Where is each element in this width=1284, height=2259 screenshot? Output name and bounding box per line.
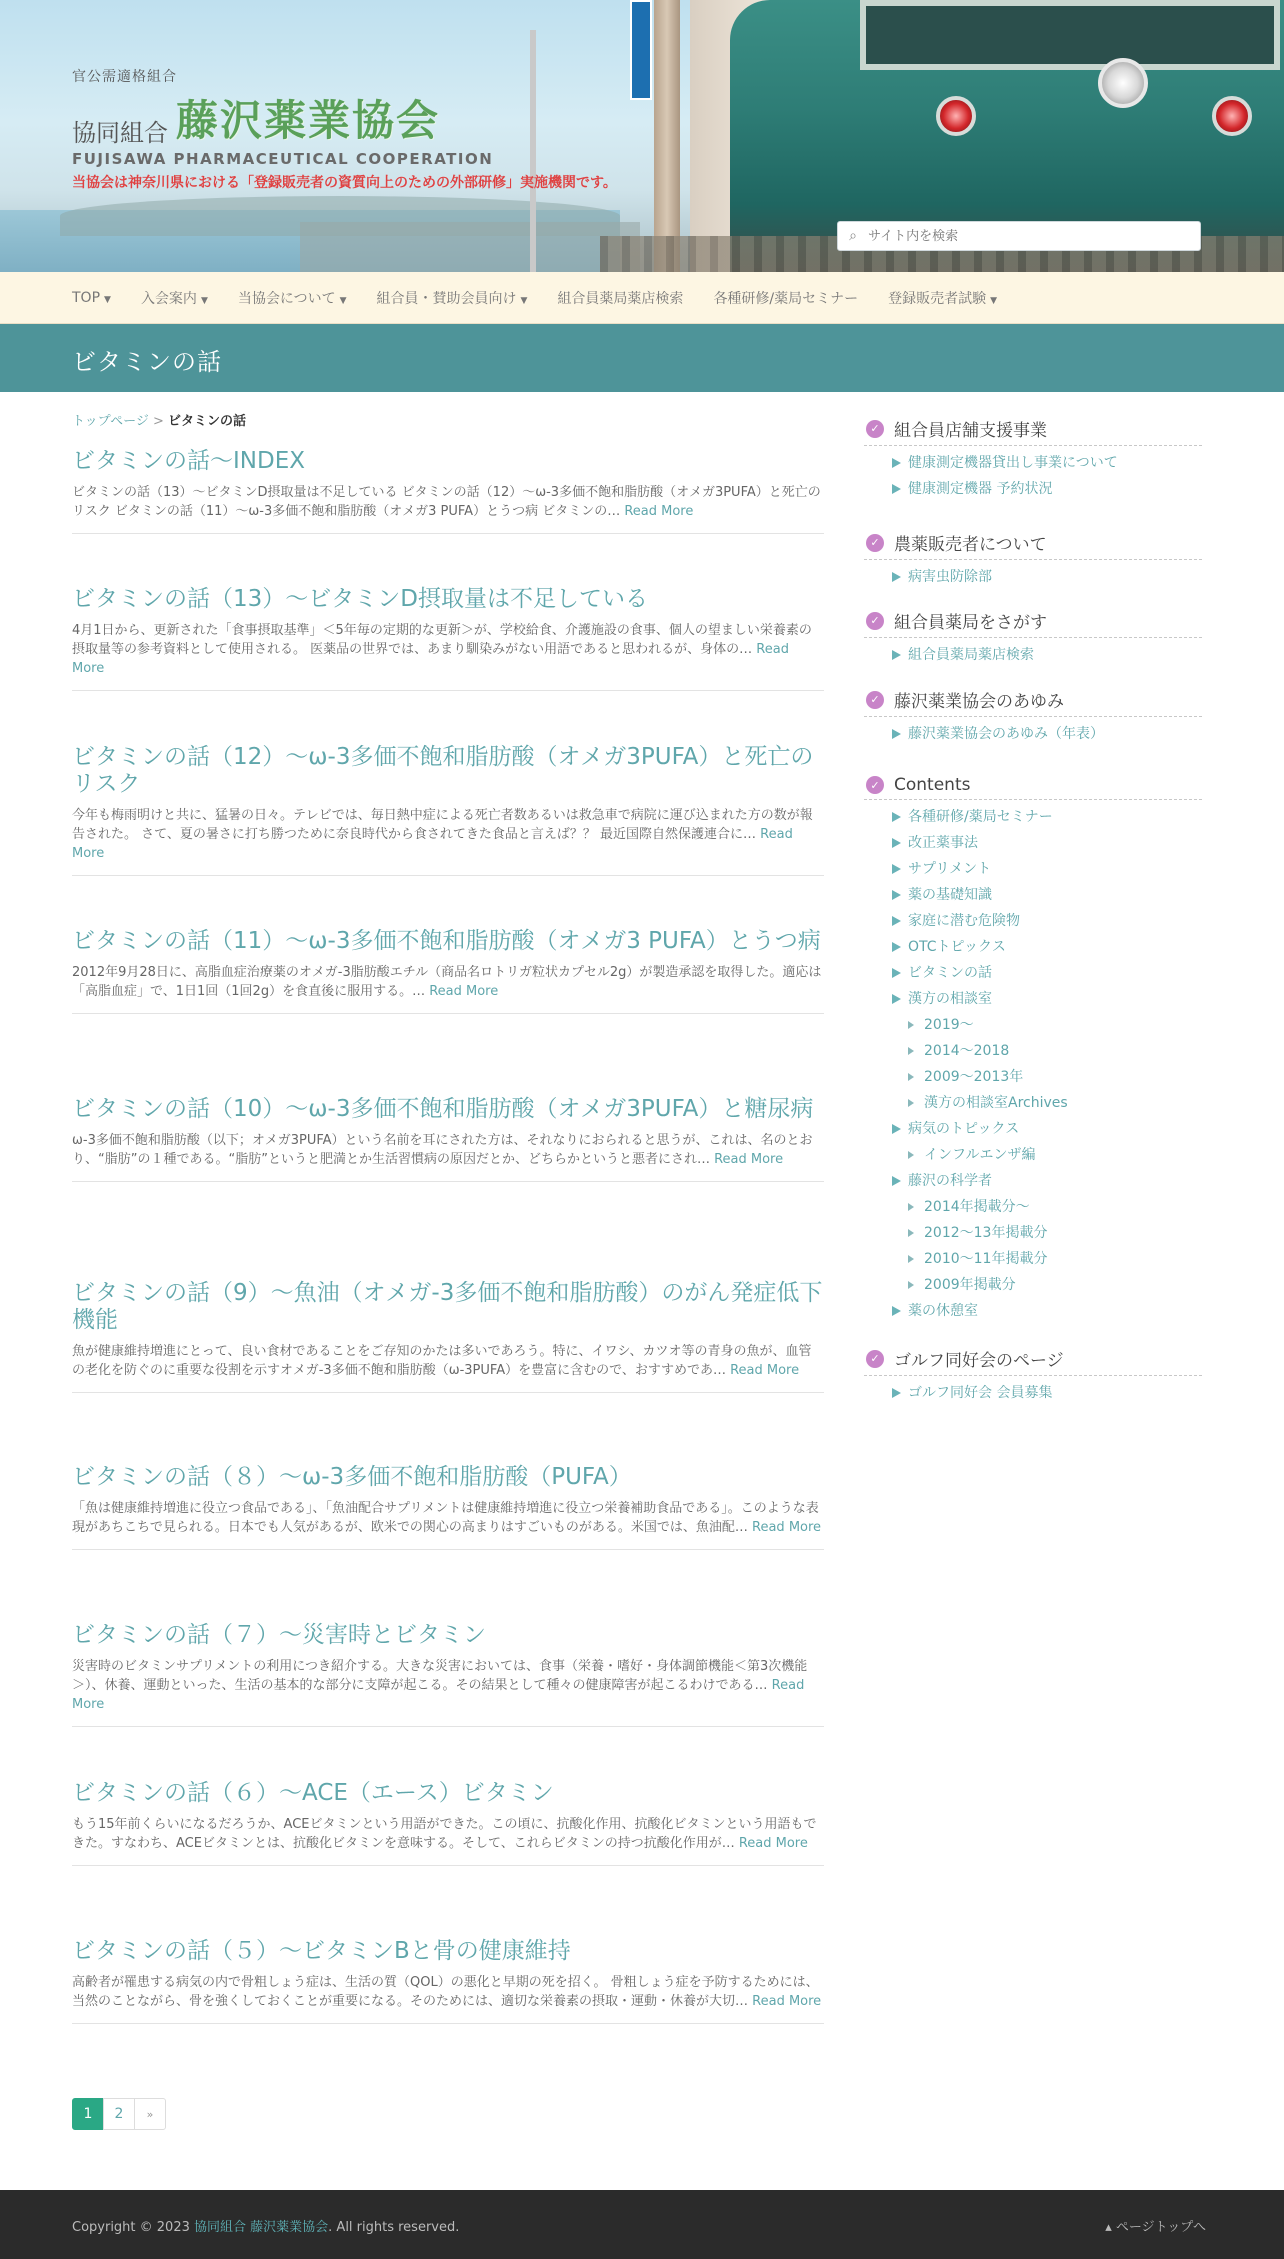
header-pole-decoration [654,0,680,272]
post-excerpt-text: もう15年前くらいになるだろうか、ACEビタミンという用語ができた。この頃に、抗酸化作用、抗酸化ビタミンという用語もできた。すなわち、ACEビタミンとは、抗酸化ビタミンを意味する。そして、これらビタミンの持つ抗酸化作用が… [72,1817,817,1851]
widget-title-text: 組合員薬局をさがす [894,613,1047,633]
widget-link-list [864,808,1202,1320]
page-title: ビタミンの話 [72,348,222,376]
widget-title-text: Contents [894,775,971,795]
nav-item-3[interactable] [377,288,528,308]
sidebar-widget [864,608,1202,672]
sidebar-link[interactable]: 健康測定機器貸出し事業について [892,454,1202,472]
check-circle-icon: ✓ [866,534,884,552]
post-item [72,1096,824,1182]
nav-item-label: 組合員・賛助会員向け [376,291,517,307]
breadcrumb [72,410,824,429]
read-more-link[interactable]: Read More [752,1520,822,1535]
post-excerpt-text: 災害時のビタミンサプリメントの利用につき紹介する。大きな災害においては、食事（栄養・嗜好・身体調節機能＜第3次機能＞）、休養、運動といった、生活の基本的な部分に支障が起こる。その結果として種々の健康障害が起こるわけである… [72,1659,808,1693]
widget-title-text: 藤沢薬業協会のあゆみ [894,692,1064,712]
sidebar-link[interactable]: 病気のトピックス [892,1120,1202,1138]
header-town-decoration [300,222,640,272]
sidebar-link[interactable]: 藤沢薬業協会のあゆみ（年表） [892,725,1202,743]
sidebar-link[interactable]: 漢方の相談室Archives [908,1094,1202,1112]
train-tail-lamp-left [936,96,976,136]
nav-item-label: TOP [72,290,101,306]
post-excerpt-text: 「魚は健康維持増進に役立つ食品である」、「魚油配合サプリメントは健康維持増進に役立つ栄養補助食品である」。このような表現があちこちで見られる。日本でも人気があるが、欧米での関心の高まりはすごいものがある。米国では、魚油配… [72,1501,819,1535]
post-title-link[interactable]: ビタミンの話（9）～魚油（オメガ-3多価不飽和脂肪酸）のがん発症低下機能 [72,1280,823,1333]
sidebar-widget [864,530,1202,594]
post-item [72,1464,824,1550]
widget-link-list [864,568,1202,586]
widget-title-text: 組合員店舗支援事業 [894,421,1047,441]
nav-item-0[interactable] [72,290,111,306]
widget-title [864,530,1202,560]
check-circle-icon: ✓ [866,1350,884,1368]
post-title-link[interactable]: ビタミンの話（８）～ω-3多価不飽和脂肪酸（PUFA） [72,1464,632,1490]
main-navigation [0,272,1284,324]
caret-down-icon: ▼ [104,295,111,305]
widget-title [864,775,1202,800]
post-excerpt [72,1342,824,1392]
sidebar-link[interactable]: ゴルフ同好会 会員募集 [892,1384,1202,1402]
sidebar-link[interactable]: 2009年掲載分 [908,1276,1202,1294]
post-excerpt [72,1657,824,1726]
post-item [72,928,824,1014]
nav-item-label: 組合員薬局薬店検索 [557,291,684,307]
widget-link-list [864,646,1202,664]
read-more-link[interactable]: Read More [72,642,789,676]
sidebar-link[interactable]: 薬の休憩室 [892,1302,1202,1320]
post-title-link[interactable]: ビタミンの話（７）～災害時とビタミン [72,1622,486,1648]
breadcrumb-home-link[interactable]: トップページ [72,414,149,429]
sidebar-link[interactable]: サプリメント [892,860,1202,878]
nav-item-label: 各種研修/薬局セミナー [713,291,859,307]
post-title-link[interactable]: ビタミンの話（11）～ω-3多価不飽和脂肪酸（オメガ3 PUFA）とうつ病 [72,928,821,954]
sidebar-widget [864,416,1202,506]
read-more-link[interactable]: Read More [730,1363,800,1378]
sidebar-link[interactable]: 2014年掲載分～ [908,1198,1202,1216]
widget-link-list [864,725,1202,743]
read-more-link[interactable]: Read More [738,1836,808,1851]
post-title-link[interactable]: ビタミンの話～INDEX [72,448,305,474]
page-top-label: ページトップへ [1115,2220,1206,2235]
post-excerpt [72,1815,824,1865]
nav-item-4[interactable] [557,288,683,308]
sidebar-link[interactable]: 薬の基礎知識 [892,886,1202,904]
caret-down-icon: ▼ [520,296,528,306]
post-excerpt-text: 2012年9月28日に、高脂血症治療薬のオメガ-3脂肪酸エチル（商品名ロトリガ粒状カプセル2g）が製造承認を取得した。適応は「高脂血症」で、1日1回（1回2g）を食直後に服用する。… [72,965,822,999]
sidebar-link[interactable]: インフルエンザ編 [908,1146,1202,1164]
read-more-link[interactable]: Read More [624,504,694,519]
sidebar-widget [864,1346,1202,1410]
logo-tagline: 当協会は神奈川県における「登録販売者の資質向上のための外部研修」実施機関です。 [72,175,617,191]
sidebar-link[interactable]: 漢方の相談室 [892,990,1202,1008]
next-page-button[interactable]: » [134,2098,166,2130]
post-title-link[interactable]: ビタミンの話（12）～ω-3多価不飽和脂肪酸（オメガ3PUFA）と死亡のリスク [72,744,814,797]
caret-down-icon: ▼ [339,296,347,306]
sidebar-link[interactable]: 改正薬事法 [892,834,1202,852]
read-more-link[interactable]: Read More [72,1678,805,1712]
caret-down-icon: ▼ [200,296,208,306]
sidebar-link[interactable]: 健康測定機器 予約状況 [892,480,1202,498]
breadcrumb-current: ビタミンの話 [168,414,247,429]
sidebar-widget [864,775,1202,1328]
site-header [0,0,1284,272]
sidebar-link[interactable]: ビタミンの話 [892,964,1202,982]
post-excerpt-text: ω-3多価不飽和脂肪酸（以下；オメガ3PUFA）という名前を耳にされた方は、それなりにおられると思うが、これは、名のとおり、“脂肪”の１種である。“脂肪”というと肥満とか生活習慣病の原因だとか、どちらかというと悪者にされ… [72,1133,813,1167]
post-title-link[interactable]: ビタミンの話（６）～ACE（エース）ビタミン [72,1780,554,1806]
logo-kyodo-text: 協同組合 [72,119,168,147]
copyright-prefix: Copyright © 2023 [72,2220,195,2235]
post-excerpt [72,483,824,533]
check-circle-icon: ✓ [866,420,884,438]
header-sign-decoration [630,0,652,100]
widget-title-text: ゴルフ同好会のページ [894,1351,1064,1371]
widget-title [864,687,1202,717]
read-more-link[interactable]: Read More [752,1994,822,2009]
arrow-up-icon: ▴ [1105,2220,1116,2235]
sidebar-link[interactable]: 2010～11年掲載分 [908,1250,1202,1268]
post-title-link[interactable]: ビタミンの話（10）～ω-3多価不飽和脂肪酸（オメガ3PUFA）と糖尿病 [72,1096,814,1122]
main-content [72,392,824,2122]
header-train-window-decoration [860,0,1280,70]
post-excerpt [72,806,824,875]
logo-english-text: FUJISAWA PHARMACEUTICAL COOPERATION [72,150,494,168]
copyright [72,2216,459,2235]
post-excerpt-text: 高齢者が罹患する病気の内で骨粗しょう症は、生活の質（QOL）の悪化と早期の死を招く。 骨粗しょう症を予防するためには、当然のことながら、骨を強くしておくことが重要になる。そのためには、適切な栄養素の摂取・運動・休養が大切… [72,1975,819,2009]
sidebar-link[interactable]: 2012～13年掲載分 [908,1224,1202,1242]
search-box[interactable] [837,221,1201,251]
nav-item-5[interactable] [713,288,858,308]
sidebar-widget [864,687,1202,751]
copyright-link[interactable]: 協同組合 藤沢薬業協会 [194,2220,329,2235]
post-title-link[interactable]: ビタミンの話（13）～ビタミンD摂取量は不足している [72,586,648,612]
post-title-link[interactable]: ビタミンの話（５）～ビタミンBと骨の健康維持 [72,1938,571,1964]
search-icon: ⌕ [849,228,857,244]
post-excerpt [72,1499,824,1549]
post-excerpt-text: 魚が健康維持増進にとって、良い食材であることをご存知のかたは多いであろう。特に、イワシ、カツオ等の青身の魚が、血管の老化を防ぐのに重要な役割を示すオメガ-3多価不飽和脂肪酸（ω-3PUFA）を豊富に含むので、おすすめであ… [72,1344,812,1378]
sidebar-link[interactable]: 家庭に潜む危険物 [892,912,1202,930]
train-headlight [1098,58,1148,108]
sidebar-link[interactable]: 病害虫防除部 [892,568,1202,586]
post-excerpt-text: 今年も梅雨明けと共に、猛暑の日々。テレビでは、毎日熱中症による死亡者数あるいは救急車で病院に運び込まれた方の数が報告された。 さて、夏の暑さに打ち勝つために奈良時代から食されてきた食品と言えば？？ 最近国際自然保護連合に… [72,808,813,842]
post-excerpt [72,1973,824,2023]
nav-item-label: 入会案内 [140,291,197,307]
check-circle-icon: ✓ [866,691,884,709]
widget-title-text: 農薬販売者について [894,535,1047,555]
sidebar-link[interactable]: OTCトピックス [892,938,1202,956]
post-item [72,1280,824,1393]
post-item [72,744,824,876]
post-excerpt-text: 4月1日から、更新された「食事摂取基準」＜5年毎の定期的な更新＞が、学校給食、介護施設の食事、個人の望ましい栄養素の摂取量等の参考資料として使用される。 医薬品の世界では、あまり馴染みがない用語であると思われるが、身体の… [72,623,812,657]
pagination [72,2098,165,2130]
post-excerpt [72,1131,824,1181]
copyright-suffix: . All rights reserved. [328,2220,460,2235]
read-more-link[interactable]: Read More [72,827,793,861]
site-footer [0,2190,1284,2259]
train-tail-lamp-right [1212,96,1252,136]
post-item [72,1780,824,1866]
post-excerpt [72,621,824,690]
sidebar-link[interactable]: 藤沢の科学者 [892,1172,1202,1190]
widget-title [864,1346,1202,1376]
breadcrumb-separator: > [148,414,169,429]
post-item [72,586,824,691]
sidebar-link[interactable]: 各種研修/薬局セミナー [892,808,1202,826]
check-circle-icon: ✓ [866,612,884,630]
nav-item-6[interactable] [888,288,997,308]
page-1-button[interactable]: 1 [72,2098,104,2130]
site-logo[interactable] [72,66,617,192]
post-excerpt [72,963,824,1013]
page-top-link[interactable] [1105,2216,1206,2235]
widget-title [864,416,1202,446]
page-2-button[interactable]: 2 [103,2098,135,2130]
post-item [72,1938,824,2024]
widget-link-list [864,454,1202,498]
nav-item-2[interactable] [238,288,347,308]
read-more-link[interactable]: Read More [429,984,499,999]
nav-item-1[interactable] [141,288,208,308]
sidebar-link[interactable]: 2019～ [908,1016,1202,1034]
sidebar-link[interactable]: 組合員薬局薬店検索 [892,646,1202,664]
nav-item-label: 登録販売者試験 [888,291,987,307]
sidebar-link[interactable]: 2014～2018 [908,1042,1202,1060]
post-item [72,448,824,534]
nav-item-label: 当協会について [237,291,336,307]
post-excerpt-text: ビタミンの話（13）～ビタミンD摂取量は不足している ビタミンの話（12）～ω-3多価不飽和脂肪酸（オメガ3PUFA）と死亡のリスク ビタミンの話（11）～ω-3多価不飽和脂肪酸（オメガ3 PUFA）とうつ病 ビタミンの… [72,485,821,519]
check-circle-icon: ✓ [866,776,884,794]
widget-link-list [864,1384,1202,1402]
caret-down-icon: ▼ [990,296,998,306]
widget-title [864,608,1202,638]
post-item [72,1622,824,1727]
logo-small-text: 官公需適格組合 [72,69,177,85]
search-input[interactable] [868,229,1188,244]
sidebar-link[interactable]: 2009～2013年 [908,1068,1202,1086]
logo-main-text: 藤沢薬業協会 [176,96,441,145]
read-more-link[interactable]: Read More [714,1152,784,1167]
page-title-bar [0,324,1284,392]
